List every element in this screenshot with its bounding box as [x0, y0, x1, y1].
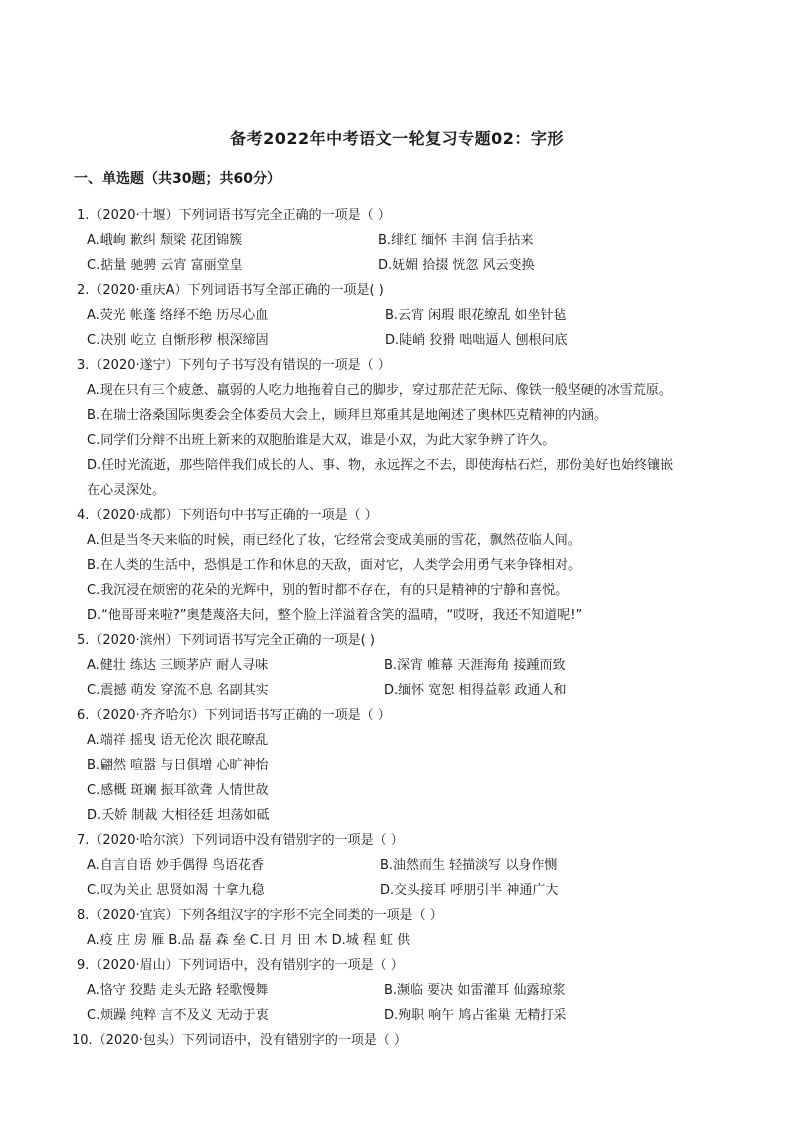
question-stem: 5.（2020·滨州）下列词语书写完全正确的一项是( ): [77, 633, 375, 648]
option-c: C.决别 屹立 自惭形秽 根深缔固: [87, 333, 269, 348]
page-title: 备考2022年中考语文一轮复习专题02：字形: [230, 129, 564, 148]
option-a: A.健壮 练达 三顾茅庐 耐人寻味: [87, 658, 269, 673]
question-stem: 8.（2020·宜宾）下列各组汉字的字形不完全同类的一项是（ ）: [77, 908, 443, 923]
option-d: D.交头接耳 呼朋引半 神通广大: [380, 883, 559, 898]
option-b: B.油然而生 轻描淡写 以身作恻: [380, 858, 558, 873]
option-c: C.烦躁 纯粹 言不及义 无动于衷: [87, 1008, 269, 1023]
option-c: C.感概 斑斓 振耳欲聋 人情世故: [87, 783, 269, 798]
question-stem: 1.（2020·十堰）下列词语书写完全正确的一项是（ ）: [77, 208, 391, 223]
section-title: 一、单选题（共30题；共60分）: [74, 171, 281, 187]
option-d: D.任时光流逝，那些陪伴我们成长的人、事、物，永远挥之不去，即使海枯石烂，那份美好也始终镶嵌: [87, 458, 674, 473]
option-a: A.端祥 摇曳 语无伦次 眼花瞭乱: [87, 733, 269, 748]
option-d: D.陡峭 狡猾 咄咄逼人 刨根问底: [385, 333, 568, 348]
option-b: B.云宵 闲瑕 眼花缭乱 如坐针毡: [385, 308, 567, 323]
option-a: A.荧光 帐蓬 络绎不绝 历尽心血: [87, 308, 269, 323]
option-a: A.自言自语 妙手偶得 鸟语花香: [87, 858, 265, 873]
option-b: B.翩然 喧嚣 与日俱增 心旷神怡: [87, 758, 269, 773]
option-b: B.在人类的生活中，恐惧是工作和休息的天敌，面对它，人类学会用勇气来争锋相对。: [87, 558, 582, 573]
option-a: A.现在只有三个疲惫、羸弱的人吃力地拖着自己的脚步，穿过那茫茫无际、像铁一般坚硬的冰雪荒原。: [87, 383, 672, 398]
option-b: B.绯红 缅怀 丰润 信手拈来: [378, 233, 534, 248]
question-stem: 4.（2020·成都）下列语句中书写正确的一项是（ ）: [77, 508, 378, 523]
option-c: C.同学们分辩不出班上新来的双胞胎谁是大双，谁是小双，为此大家争辨了许久。: [87, 433, 556, 448]
question-stem: 10.（2020·包头）下列词语中，没有错别字的一项是（ ）: [72, 1033, 408, 1048]
option-b: B.在瑞士洛桑国际奥委会全体委员大会上，顾拜旦郑重其是地阐述了奥林匹克精神的内涵。: [87, 408, 608, 423]
option-d: D.夭娇 制裁 大相径廷 坦荡如砥: [87, 808, 270, 823]
option-b: B.濒临 要决 如雷灌耳 仙露琼浆: [384, 983, 566, 998]
option-d: D.殉职 响午 鸠占雀巢 无精打采: [384, 1008, 567, 1023]
option-d: D.缅怀 宽恕 相得益彰 政通人和: [384, 683, 567, 698]
option-c: C.叹为关止 思贤如渴 十拿九稳: [87, 883, 265, 898]
option-c: C.我沉浸在烦密的花朵的光辉中，别的暂时都不存在，有的只是精神的宁静和喜悦。: [87, 583, 569, 598]
option-b: B.深宵 帷幕 天涯海角 接踵而致: [384, 658, 566, 673]
option-a: A.恪守 狡黠 走头无路 轻歌慢舞: [87, 983, 269, 998]
question-stem: 3.（2020·遂宁）下列句子书写没有错误的一项是（ ）: [77, 358, 391, 373]
option-d: D.“他哥哥来啦?”奥楚蔑洛夫问，整个脸上洋溢着含笑的温晴，“哎呀，我还不知道呢!”: [87, 608, 583, 623]
option-row: A.疫 庄 房 雁 B.品 磊 森 垒 C.日 月 田 木 D.城 程 虹 供: [87, 933, 411, 948]
question-stem: 7.（2020·哈尔滨）下列词语中没有错别字的一项是（ ）: [77, 833, 404, 848]
option-d-continued: 在心灵深处。: [87, 483, 166, 498]
option-d: D.妩媚 拾掇 恍忽 风云变换: [378, 258, 535, 273]
option-c: C.震撼 萌发 穿流不息 名副其实: [87, 683, 269, 698]
option-a: A.但是当冬天来临的时候，雨已经化了妆，它经常会变成美丽的雪花，飘然莅临人间。: [87, 533, 581, 548]
question-stem: 6.（2020·齐齐哈尔）下列词语书写正确的一项是（ ）: [77, 708, 391, 723]
option-c: C.掂量 驰骋 云宵 富丽堂皇: [87, 258, 243, 273]
question-stem: 9.（2020·眉山）下列词语中，没有错别字的一项是（ ）: [77, 958, 404, 973]
question-stem: 2.（2020·重庆A）下列词语书写全部正确的一项是( ): [77, 283, 384, 298]
option-a: A.峨峋 歉纠 颓梁 花团锦簇: [87, 233, 243, 248]
